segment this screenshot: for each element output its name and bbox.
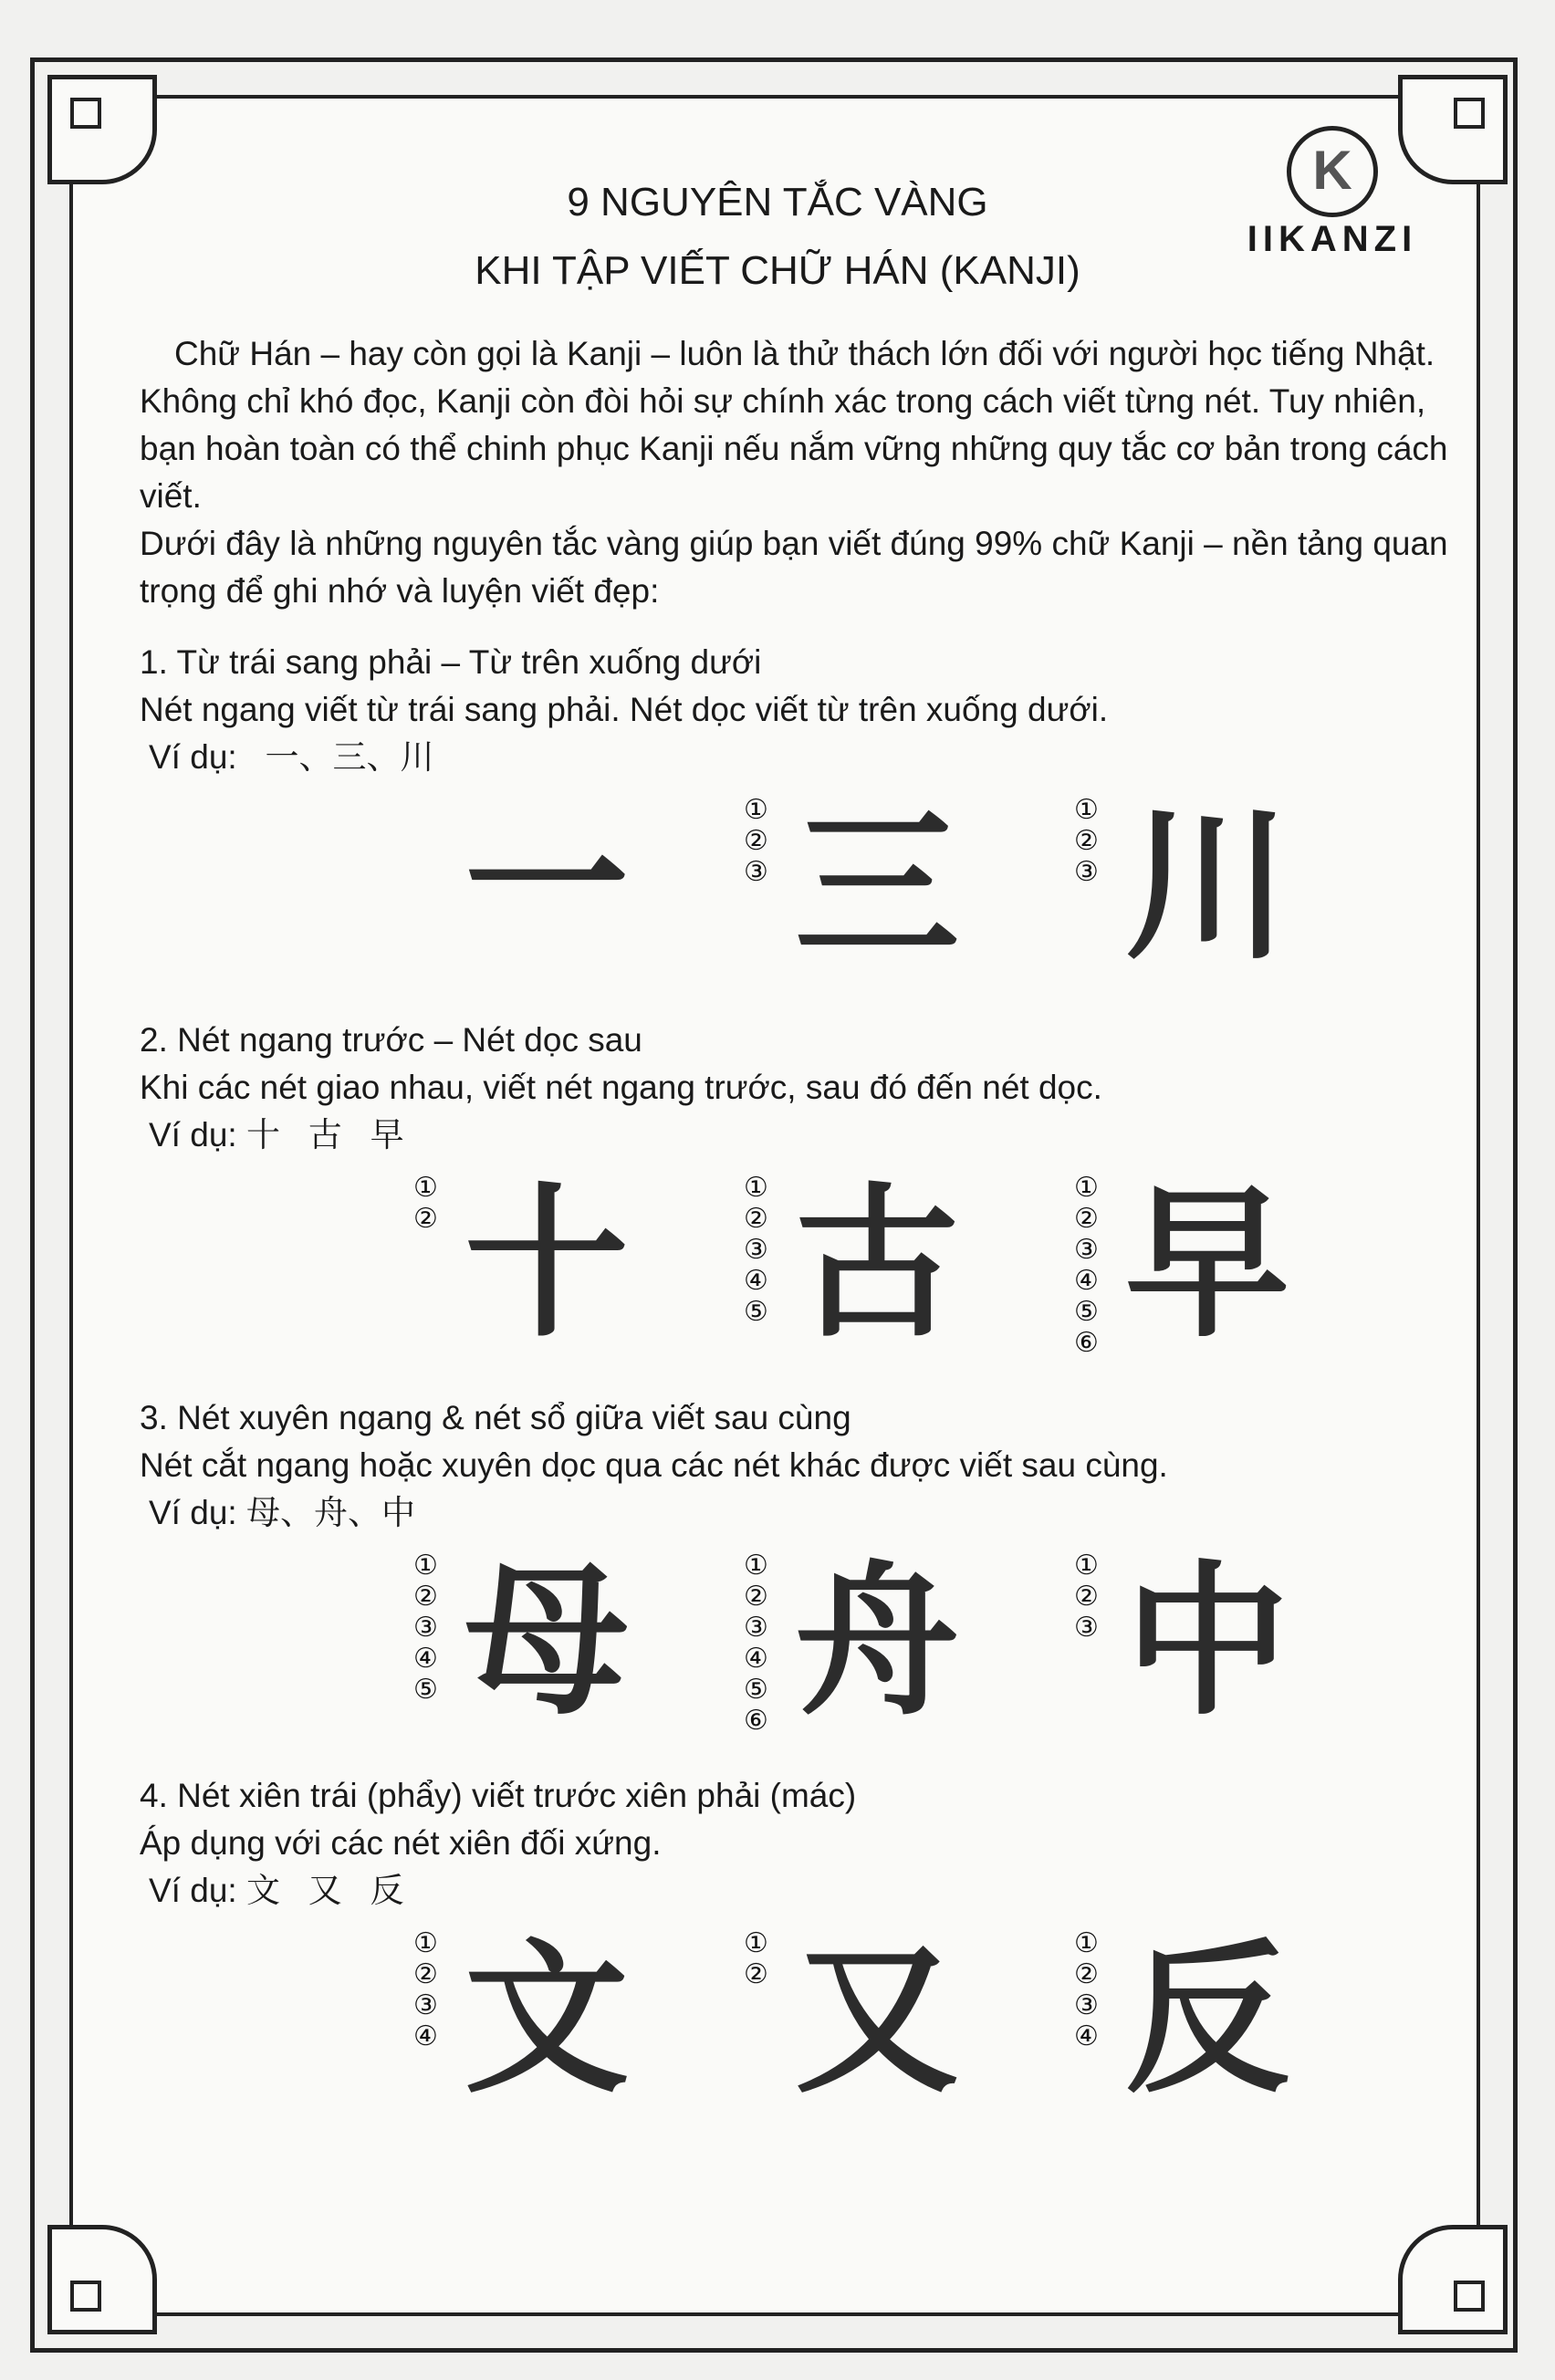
stroke-number: ② [1074, 825, 1099, 857]
kanji-char: 又 [794, 1929, 959, 2112]
stroke-number: ② [744, 1958, 768, 1990]
stroke-number: ④ [413, 1643, 438, 1675]
stroke-number: ③ [1074, 1612, 1099, 1644]
corner-ornament [47, 2225, 157, 2334]
content [140, 330, 1454, 2126]
stroke-number: ⑤ [744, 1674, 768, 1706]
stroke-number: ③ [744, 1612, 768, 1644]
stroke-number: ④ [744, 1643, 768, 1675]
kanji-example [1074, 794, 1299, 978]
section-example: Ví dụ: 文 又 反 [149, 1872, 404, 1909]
stroke-order-list [413, 1174, 450, 1234]
stroke-number: ② [1074, 1958, 1099, 1990]
intro-paragraph: Chữ Hán – hay còn gọi là Kanji – luôn là thử thách lớn đối với người học tiếng Nhật. Không chỉ khó đọc, Kanji còn đòi hỏi sự chính xác trong cách viết từng nét. Tuy nhiên, bạn hoàn toàn có thể chinh phục Kanji nếu nắm vững những quy tắc cơ bản trong cách viết. [140, 335, 1448, 515]
stroke-number: ② [1074, 1203, 1099, 1235]
corner-ornament [47, 75, 157, 184]
logo [1232, 126, 1433, 260]
stroke-number: ② [744, 1203, 768, 1235]
stroke-number: ① [744, 1927, 768, 1959]
kanji-char: 一 [464, 796, 629, 978]
section-heading: 2. Nét ngang trước – Nét dọc sau [140, 1021, 642, 1059]
stroke-number: ① [744, 1172, 768, 1204]
stroke-number: ② [413, 1581, 438, 1613]
kanji-char: 古 [794, 1174, 959, 1356]
stroke-number: ① [744, 794, 768, 826]
stroke-number: ② [744, 825, 768, 857]
kanji-char: 十 [464, 1174, 629, 1356]
stroke-number: ④ [413, 2020, 438, 2052]
stroke-number: ⑤ [1074, 1296, 1099, 1328]
stroke-order-list [744, 796, 780, 887]
stroke-number: ② [413, 1958, 438, 1990]
stroke-number: ③ [413, 1989, 438, 2021]
stroke-number: ⑤ [744, 1296, 768, 1328]
stroke-number: ① [413, 1550, 438, 1581]
kanji-char: 中 [1124, 1551, 1289, 1734]
kanji-row [140, 1159, 1454, 1371]
kanji-char: 反 [1124, 1929, 1289, 2112]
section-example: Ví dụ: 母、舟、中 [149, 1494, 415, 1531]
kanji-char: 文 [464, 1929, 629, 2112]
kanji-char: 早 [1124, 1174, 1289, 1356]
intro [140, 330, 1454, 615]
stroke-number: ④ [1074, 1265, 1099, 1297]
stroke-order-list [744, 1929, 780, 1989]
intro-paragraph: Dưới đây là những nguyên tắc vàng giúp bạn viết đúng 99% chữ Kanji – nền tảng quan trọng để ghi nhớ và luyện viết đẹp: [140, 525, 1448, 610]
rule-section [140, 1394, 1454, 1748]
kanji-example [455, 796, 638, 978]
page-subtitle: KHI TẬP VIẾT CHỮ HÁN (KANJI) [475, 248, 1080, 293]
stroke-number: ⑤ [413, 1674, 438, 1706]
section-example: Ví dụ: 一、三、川 [149, 738, 434, 776]
kanji-example [744, 1927, 968, 2112]
section-heading: 3. Nét xuyên ngang & nét sổ giữa viết sau cùng [140, 1399, 851, 1436]
kanji-example [413, 1927, 638, 2112]
logo-text: IIKANZI [1247, 219, 1418, 259]
kanji-char: 三 [794, 796, 959, 978]
logo-mark: K [1287, 126, 1378, 217]
section-heading: 4. Nét xiên trái (phẩy) viết trước xiên phải (mác) [140, 1777, 857, 1814]
stroke-order-list [413, 1551, 450, 1705]
kanji-row [140, 781, 1454, 993]
stroke-number: ① [1074, 1172, 1099, 1204]
rule-section [140, 1772, 1454, 2126]
kanji-example [413, 1550, 638, 1734]
stroke-number: ⑥ [744, 1705, 768, 1737]
kanji-row [140, 1915, 1454, 2126]
stroke-order-list [1074, 796, 1111, 887]
stroke-order-list [1074, 1929, 1111, 2051]
stroke-number: ② [1074, 1581, 1099, 1613]
kanji-row [140, 1537, 1454, 1748]
stroke-order-list [744, 1174, 780, 1327]
section-example: Ví dụ: 十 古 早 [149, 1116, 404, 1153]
kanji-example [413, 1172, 638, 1356]
rule-section [140, 639, 1454, 993]
kanji-example [1074, 1172, 1299, 1359]
section-description: Nét cắt ngang hoặc xuyên dọc qua các nét khác được viết sau cùng. [140, 1446, 1168, 1484]
stroke-order-list [744, 1551, 780, 1736]
section-heading: 1. Từ trái sang phải – Từ trên xuống dưới [140, 643, 762, 681]
kanji-example [744, 1550, 968, 1737]
kanji-example [744, 1172, 968, 1356]
stroke-order-list [1074, 1551, 1111, 1643]
stroke-number: ② [413, 1203, 438, 1235]
stroke-number: ③ [1074, 1234, 1099, 1266]
stroke-order-list [413, 1929, 450, 2051]
kanji-char: 舟 [794, 1551, 959, 1734]
stroke-number: ② [744, 1581, 768, 1613]
section-description: Khi các nét giao nhau, viết nét ngang trước, sau đó đến nét dọc. [140, 1069, 1102, 1106]
stroke-number: ① [413, 1927, 438, 1959]
stroke-number: ④ [744, 1265, 768, 1297]
stroke-order-list [1074, 1174, 1111, 1358]
stroke-number: ③ [744, 856, 768, 888]
stroke-number: ① [1074, 794, 1099, 826]
kanji-example [1074, 1550, 1299, 1734]
stroke-number: ① [1074, 1927, 1099, 1959]
kanji-example [1074, 1927, 1299, 2112]
stroke-number: ③ [744, 1234, 768, 1266]
stroke-number: ③ [413, 1612, 438, 1644]
section-description: Nét ngang viết từ trái sang phải. Nét dọc viết từ trên xuống dưới. [140, 691, 1109, 728]
kanji-char: 川 [1124, 796, 1289, 978]
page-title: 9 NGUYÊN TẮC VÀNG [567, 180, 988, 224]
kanji-example [744, 794, 968, 978]
stroke-number: ① [413, 1172, 438, 1204]
stroke-number: ③ [1074, 1989, 1099, 2021]
stroke-number: ① [744, 1550, 768, 1581]
sections [140, 639, 1454, 2126]
corner-ornament [1398, 2225, 1508, 2334]
stroke-number: ① [1074, 1550, 1099, 1581]
section-description: Áp dụng với các nét xiên đối xứng. [140, 1824, 662, 1862]
kanji-char: 母 [464, 1551, 629, 1734]
rule-section [140, 1017, 1454, 1371]
stroke-number: ④ [1074, 2020, 1099, 2052]
stroke-number: ③ [1074, 856, 1099, 888]
stroke-number: ⑥ [1074, 1327, 1099, 1359]
